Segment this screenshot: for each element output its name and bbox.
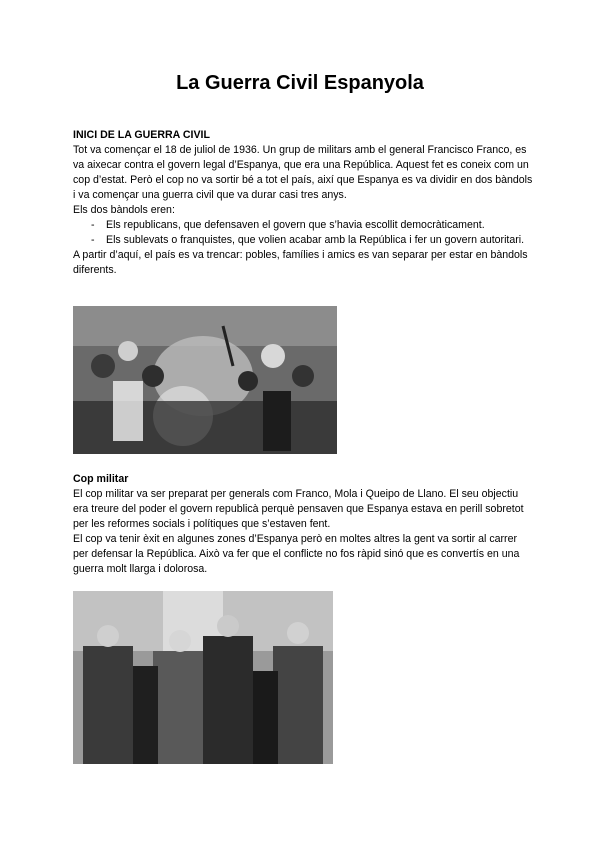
section-cop-militar: [73, 472, 533, 577]
intro-paragraph: Tot va començar el 18 de juliol de 1936. Un grup de militars amb el general Francisco Franco, es va aixecar contra el govern legal d’Espanya, que era una República. Aquest fet es coneix com un cop d’estat. Però el cop no va sortir bé a tot el país, així que Espanya es va dividir en dos bàndols i va començar una guerra civil que va durar casi tres anys.: [73, 144, 533, 201]
paragraph: El cop va tenir èxit en algunes zones d’Espanya però en moltes altres la gent va sortir al carrer per defensar la República. Això va fer que el conflicte no fos ràpid sinó que es convertís en una guerra molt llarga i dolorosa.: [73, 533, 520, 575]
section-inici: [73, 128, 533, 278]
paragraph: El cop militar va ser preparat per generals com Franco, Mola i Queipo de Llano. El seu objectiu era treure del poder el govern republicà perquè pensaven que Espanya estava en perill sobretot per les reformes socials i polítiques que s’estaven fent.: [73, 488, 524, 530]
section-heading: INICI DE LA GUERRA CIVIL: [73, 129, 210, 141]
list-item: - Els sublevats o franquistes, que volien acabar amb la República i fer un govern autoritari.: [73, 233, 533, 248]
sides-list: [73, 218, 533, 248]
crowd-photo: [73, 306, 337, 454]
section-heading: Cop militar: [73, 473, 129, 485]
generals-photo: [73, 591, 333, 764]
list-item: - Els republicans, que defensaven el govern que s’havia escollit democràticament.: [73, 218, 533, 233]
conclusion-paragraph: A partir d’aquí, el país es va trencar: pobles, famílies i amics es van separar per estar en bàndols diferents.: [73, 249, 528, 276]
sides-intro: Els dos bàndols eren:: [73, 204, 175, 216]
page-title: La Guerra Civil Espanyola: [176, 72, 424, 94]
